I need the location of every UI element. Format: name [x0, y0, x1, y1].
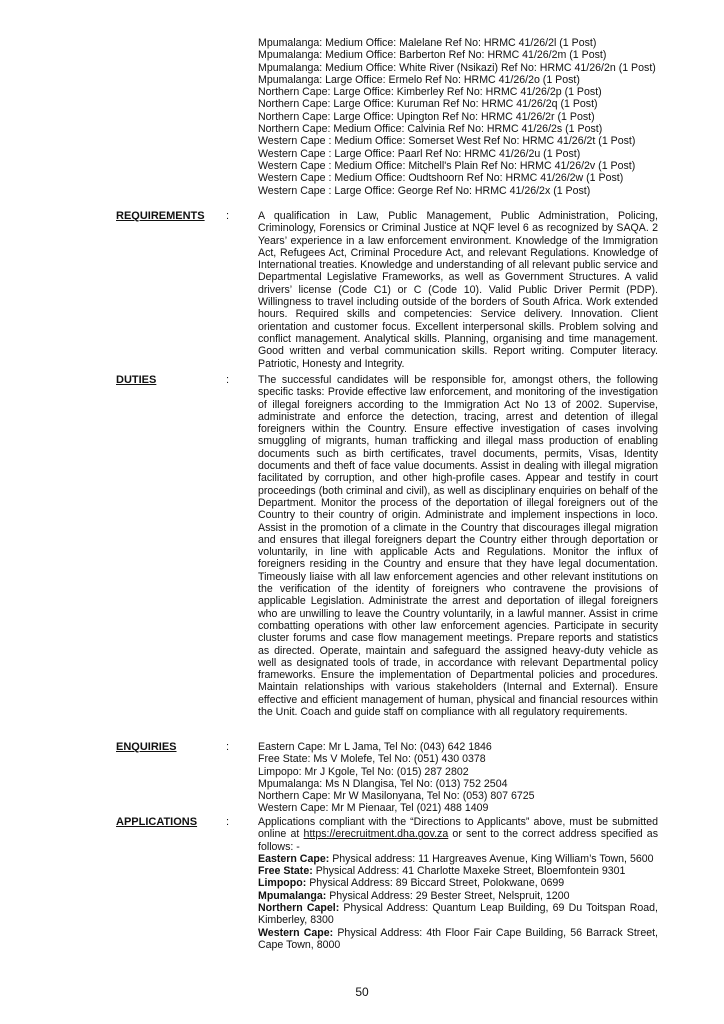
office-item: Western Cape : Medium Office: Mitchell's Plain Ref No: HRMC 41/26/2v (1 Post): [258, 159, 636, 172]
applications-heading: APPLICATIONS: [116, 816, 198, 828]
enquiry-contact: Northern Cape: Mr W Masilonyana, Tel No: (053) 807 6725: [258, 790, 535, 803]
enquiry-contact: Mpumalanga: Ms N Dlangisa, Tel No: (013) 752 2504: [258, 777, 508, 790]
address-region: Western Cape:: [258, 926, 334, 939]
office-item: Northern Cape: Large Office: Kuruman Ref No: HRMC 41/26/2q (1 Post): [258, 98, 598, 111]
address-western-cape: [258, 927, 658, 952]
office-item: Western Cape : Medium Office: Oudtshoorn Ref No: HRMC 41/26/2w (1 Post): [258, 172, 624, 185]
page-number: 50: [355, 985, 369, 999]
address-text: Physical Address: 41 Charlotte Maxeke Street, Bloemfontein 9301: [312, 865, 626, 878]
address-text: Physical Address: 89 Biccard Street, Polokwane, 0699: [306, 877, 565, 890]
address-region: Limpopo:: [258, 877, 307, 890]
duties-colon: :: [226, 374, 230, 386]
requirements-heading: REQUIREMENTS: [116, 210, 205, 222]
applications-colon: :: [226, 816, 230, 828]
duties-text: The successful candidates will be responsible for, amongst others, the following specific tasks: Provide effective law enforcement, and monitoring of the investigation of illegal foreigners according to the Immigration Act No 13 of 2002. Supervise, administrate and enforce the detection, tracing, arrest and detention of illegal foreigners within the Country. Ensure effective investigation of cases involving smuggling of migrants, human trafficking and illegal mass production of enabling documents such as birth certificates, travel documents, permits, Visas, Identity documents and theft of face value documents. Assist in dealing with illegal migration facilitated by corruption, and other high-profile cases. Appear and testify in court proceedings (both criminal and civil), as well as disciplinary enquiries on behalf of the Department. Monitor the process of the deportation of illegal foreigners out of the Country to their country of origin. Administrate and implement inspections in loco. Assist in the promotion of a climate in the Country that discourages illegal migration and ensures that illegal foreigners depart the Country either through deportation or voluntarily, in line with applicable Acts and Regulations. Monitor the influx of foreigners residing in the Country and ensure that they have legal documentation. Timeously liaise with all law enforcement agencies and other relevant institutions on the verification of the identity of foreigners who contravene the provisions of applicable Legislation. Administrate the arrest and deportation of illegal foreigners who are unwilling to leave the Country voluntarily, in a lawful manner. Assist in crime combatting operations with other law enforcement agencies. Participate in security cluster forums and case flow management meetings. Prepare reports and statistics as directed. Operate, maintain and safeguard the assigned heavy-duty vehicle as well as designated tools of trade, in accordance with relevant Departmental policy frameworks. Ensure the implementation of Departmental policies and procedures. Maintain relationships with various stakeholders (Internal and External). Ensure effective and efficient management of human, physical and financial resources within the Unit. Coach and guide staff on compliance with all regulatory requirements.: [258, 374, 658, 719]
address-free-state: [258, 865, 658, 877]
erecruitment-link[interactable]: https://erecruitment.dha.gov.za: [303, 828, 449, 841]
applications-intro-before: Applications compliant with the “Directions to Applicants” above, must be submitted online at: [258, 816, 658, 841]
office-item: Western Cape : Medium Office: Somerset West Ref No: HRMC 41/26/2t (1 Post): [258, 135, 636, 148]
enquiries-heading: ENQUIRIES: [116, 741, 177, 753]
office-item: Western Cape : Large Office: Paarl Ref No: HRMC 41/26/2u (1 Post): [258, 147, 581, 160]
address-text: Physical Address: Quantum Leap Building, 69 Du Toitspan Road, Kimberley, 8300: [258, 902, 658, 927]
office-item: Northern Cape: Large Office: Kimberley Ref No: HRMC 41/26/2p (1 Post): [258, 86, 602, 99]
enquiry-contact: Free State: Ms V Molefe, Tel No: (051) 430 0378: [258, 753, 486, 766]
address-region: Mpumalanga:: [258, 889, 327, 902]
office-item: Northern Cape: Medium Office: Calvinia Ref No: HRMC 41/26/2s (1 Post): [258, 123, 603, 136]
office-item: Mpumalanga: Medium Office: White River (Nsikazi) Ref No: HRMC 41/26/2n (1 Post): [258, 61, 656, 74]
address-text: Physical Address: 4th Floor Fair Cape Building, 56 Barrack Street, Cape Town, 8000: [258, 926, 658, 951]
office-item: Mpumalanga: Large Office: Ermelo Ref No: HRMC 41/26/2o (1 Post): [258, 73, 580, 86]
address-mpumalanga: [258, 890, 658, 902]
address-text: Physical address: 11 Hargreaves Avenue, King William’s Town, 5600: [329, 852, 654, 865]
address-eastern-cape: [258, 853, 658, 865]
enquiry-contact: Eastern Cape: Mr L Jama, Tel No: (043) 642 1846: [258, 741, 492, 753]
office-item: Mpumalanga: Medium Office: Malelane Ref No: HRMC 41/26/2l (1 Post): [258, 37, 597, 49]
address-limpopo: [258, 877, 658, 889]
office-item: Mpumalanga: Medium Office: Barberton Ref No: HRMC 41/26/2m (1 Post): [258, 49, 607, 62]
address-region: Free State:: [258, 865, 313, 878]
requirements-colon: :: [226, 210, 230, 222]
address-region: Eastern Cape:: [258, 852, 330, 865]
applications-intro: [258, 816, 658, 853]
enquiries-colon: :: [226, 741, 230, 753]
enquiry-contact: Limpopo: Mr J Kgole, Tel No: (015) 287 2802: [258, 765, 469, 778]
address-text: Physical Address: 29 Bester Street, Nelspruit, 1200: [326, 889, 570, 902]
address-northern-cape: [258, 902, 658, 927]
address-region: Northern Capel:: [258, 902, 340, 915]
office-item: Western Cape : Large Office: George Ref No: HRMC 41/26/2x (1 Post): [258, 184, 591, 197]
office-item: Northern Cape: Large Office: Upington Ref No: HRMC 41/26/2r (1 Post): [258, 110, 595, 123]
enquiry-contact: Western Cape: Mr M Pienaar, Tel (021) 488 1409: [258, 802, 489, 815]
requirements-text: A qualification in Law, Public Management, Public Administration, Policing, Criminology, Forensics or Criminal Justice at NQF level 6 as recognized by SAQA. 2 Years’ experience in a law enforcement environment. Knowledge of the Immigration Act, Refugees Act, Criminal Procedure Act, and relevant Regulations. Knowledge of International treaties. Knowledge and understanding of all relevant public service and Departmental Legislative Frameworks, as well as Government Structures. A valid drivers’ license (Code C1) or C (Code 10). Valid Public Driver Permit (PDP). Willingness to travel including outside of the borders of South Africa. Work extended hours. Required skills and competencies: Service delivery. Innovation. Client orientation and customer focus. Excellent interpersonal skills. Problem solving and conflict management. Analytical skills. Planning, organising and time management. Good written and verbal communication skills. Report writing. Computer literacy. Patriotic, Honesty and Integrity.: [258, 210, 658, 370]
duties-heading: DUTIES: [116, 374, 157, 386]
applications-intro-after: or sent to the correct address specified as follows: -: [258, 828, 658, 853]
